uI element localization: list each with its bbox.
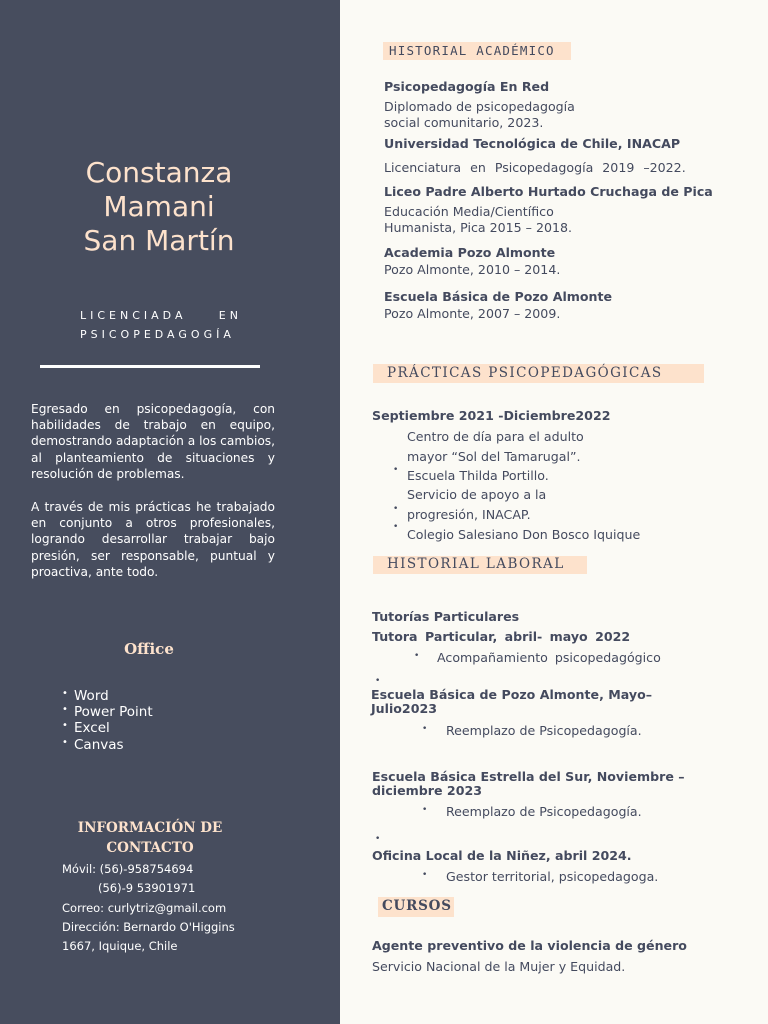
work-entry-role: Tutora Particular, abril- mayo 2022 xyxy=(372,629,631,644)
course-title: Agente preventivo de la violencia de género xyxy=(372,938,687,953)
practice-line: Servicio de apoyo a la xyxy=(407,487,547,502)
academic-entry-detail: Pozo Almonte, 2007 – 2009. xyxy=(384,306,561,321)
bullet-icon: • xyxy=(62,704,68,716)
skill-item: • Excel xyxy=(62,720,110,737)
work-heading: HISTORIAL LABORAL xyxy=(373,556,587,574)
work-entry-title: Escuela Básica de Pozo Almonte, Mayo– xyxy=(371,687,653,702)
practice-line: progresión, INACAP. xyxy=(407,507,531,522)
bullet-icon: • xyxy=(375,834,381,844)
office-skills-title: Office xyxy=(124,640,174,658)
bullet-icon: • xyxy=(393,465,399,475)
bullet-icon: • xyxy=(422,805,428,815)
candidate-name: Constanza Mamani San Martín xyxy=(83,156,235,257)
bullet-icon: • xyxy=(62,720,68,732)
academic-heading: HISTORIAL ACADÉMICO xyxy=(383,42,571,60)
academic-entry-title: Universidad Tecnológica de Chile, INACAP xyxy=(384,136,681,151)
bullet-icon: • xyxy=(393,504,399,514)
work-entry-title: Oficina Local de la Niñez, abril 2024. xyxy=(372,848,632,863)
academic-entry-detail: Educación Media/Científico xyxy=(384,204,554,219)
work-entry-item: Reemplazo de Psicopedagogía. xyxy=(446,804,642,819)
profile-paragraph-1: Egresado en psicopedagogía, con habilidades de trabajo en equipo, demostrando adaptación a los cambios, al planteamiento de situaciones y resolución de problemas. xyxy=(31,402,276,481)
work-entry-title: diciembre 2023 xyxy=(372,783,482,798)
work-entry-item: Reemplazo de Psicopedagogía. xyxy=(446,723,642,738)
practice-line: Colegio Salesiano Don Bosco Iquique xyxy=(407,527,641,542)
academic-entry-title: Liceo Padre Alberto Hurtado Cruchaga de Pica xyxy=(384,184,713,199)
courses-heading: CURSOS xyxy=(378,897,454,917)
bullet-icon: • xyxy=(414,651,420,661)
divider-line xyxy=(40,365,260,368)
bullet-icon: • xyxy=(422,724,428,734)
contact-address-2: 1667, Iquique, Chile xyxy=(62,939,178,953)
bullet-icon: • xyxy=(62,736,68,748)
work-entry-title: Julio2023 xyxy=(371,701,437,716)
academic-entry-detail: Licenciatura en Psicopedagogía 2019 –2022. xyxy=(384,160,686,175)
practice-line: Escuela Thilda Portillo. xyxy=(407,468,549,483)
work-entry-item: Gestor territorial, psicopedagoga. xyxy=(446,869,659,884)
contact-address-1: Dirección: Bernardo O'Higgins xyxy=(62,920,235,934)
skill-item: • Word xyxy=(62,688,109,704)
work-entry-title: Tutorías Particulares xyxy=(372,609,520,624)
academic-entry-title: Psicopedagogía En Red xyxy=(384,79,550,94)
contact-email: Correo: curlytriz@gmail.com xyxy=(62,901,227,915)
skill-item: • Power Point xyxy=(62,704,153,721)
office-skills-list xyxy=(62,688,153,753)
academic-entry-detail: Humanista, Pica 2015 – 2018. xyxy=(384,220,573,235)
bullet-icon: • xyxy=(393,522,399,532)
main-content xyxy=(340,0,768,1024)
contact-title: INFORMACIÓN DE CONTACTO xyxy=(77,820,223,856)
profile-paragraph-2: A través de mis prácticas he trabajado en conjunto a otros profesionales, logrando desarrollar trabajar bajo presión, ser responsable, puntual y proactiva, ante todo. xyxy=(31,500,275,579)
academic-entry-detail: Diplomado de psicopedagogía xyxy=(384,99,575,114)
course-provider: Servicio Nacional de la Mujer y Equidad. xyxy=(372,959,626,974)
practices-period: Septiembre 2021 -Diciembre2022 xyxy=(372,408,611,423)
practice-line: Centro de día para el adulto xyxy=(407,429,584,444)
practice-line: mayor “Sol del Tamarugal”. xyxy=(407,449,581,464)
academic-entry-detail: social comunitario, 2023. xyxy=(384,115,544,130)
bullet-icon: • xyxy=(375,676,381,686)
academic-entry-title: Escuela Básica de Pozo Almonte xyxy=(384,289,613,304)
work-entry-item: Acompañamiento psicopedagógico xyxy=(437,650,661,665)
job-title: LICENCIADA EN PSICOPEDAGOGÍA xyxy=(80,309,242,341)
bullet-icon: • xyxy=(422,870,428,880)
bullet-icon: • xyxy=(62,688,68,699)
academic-entry-detail: Pozo Almonte, 2010 – 2014. xyxy=(384,262,561,277)
sidebar xyxy=(0,0,340,1024)
contact-phone-1: Móvil: (56)-958754694 xyxy=(62,862,194,876)
practices-heading: PRÁCTICAS PSICOPEDAGÓGICAS xyxy=(373,364,704,383)
academic-entry-title: Academia Pozo Almonte xyxy=(384,245,556,260)
skill-item: • Canvas xyxy=(62,736,124,753)
contact-phone-2: (56)-9 53901971 xyxy=(98,881,196,895)
work-entry-title: Escuela Básica Estrella del Sur, Noviembre – xyxy=(372,769,685,784)
